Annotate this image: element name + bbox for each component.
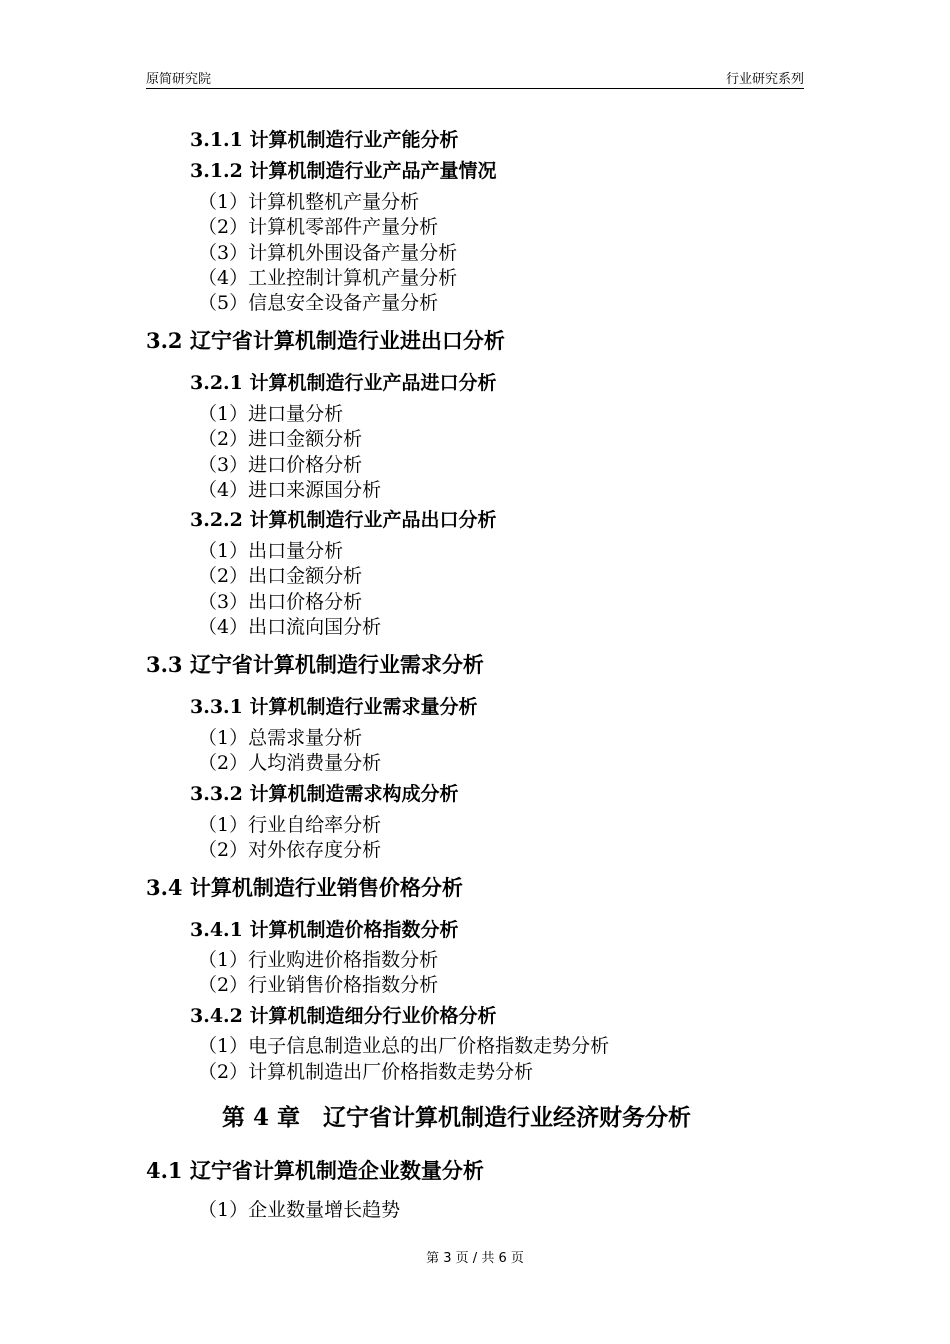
toc-subsection: 3.4.2 计算机制造细分行业价格分析 [190, 1005, 497, 1027]
toc-item: （2）进口金额分析 [198, 428, 363, 450]
toc-section: 3.2 辽宁省计算机制造行业进出口分析 [146, 328, 505, 353]
toc-item: （2）计算机制造出厂价格指数走势分析 [198, 1061, 534, 1083]
toc-subsection: 3.2.1 计算机制造行业产品进口分析 [190, 372, 497, 394]
toc-item: （5）信息安全设备产量分析 [198, 292, 439, 314]
toc-item: （2）人均消费量分析 [198, 752, 382, 774]
toc-item: （4）工业控制计算机产量分析 [198, 267, 458, 289]
toc-section: 3.3 辽宁省计算机制造行业需求分析 [146, 652, 484, 677]
toc-item: （2）出口金额分析 [198, 565, 363, 587]
toc-item: （1）行业购进价格指数分析 [198, 949, 439, 971]
toc-item: （3）进口价格分析 [198, 454, 363, 476]
header-publisher: 原简研究院 [146, 72, 212, 87]
toc-subsection: 3.3.1 计算机制造行业需求量分析 [190, 696, 478, 718]
toc-section: 4.1 辽宁省计算机制造企业数量分析 [146, 1158, 484, 1183]
toc-item: （1）行业自给率分析 [198, 814, 382, 836]
toc-item: （4）出口流向国分析 [198, 616, 382, 638]
toc-item: （1）计算机整机产量分析 [198, 191, 420, 213]
toc-section: 3.4 计算机制造行业销售价格分析 [146, 875, 463, 900]
toc-item: （1）进口量分析 [198, 403, 344, 425]
header-series: 行业研究系列 [725, 72, 804, 87]
page-number: 第 3 页 / 共 6 页 [426, 1251, 524, 1266]
toc-item: （1）企业数量增长趋势 [198, 1199, 401, 1221]
toc-item: （2）计算机零部件产量分析 [198, 216, 439, 238]
toc-item: （1）总需求量分析 [198, 727, 363, 749]
toc-item: （1）出口量分析 [198, 540, 344, 562]
toc-item: （2）行业销售价格指数分析 [198, 974, 439, 996]
toc-item: （3）计算机外围设备产量分析 [198, 242, 458, 264]
toc-item: （1）电子信息制造业总的出厂价格指数走势分析 [198, 1035, 610, 1057]
toc-subsection: 3.2.2 计算机制造行业产品出口分析 [190, 509, 497, 531]
toc-subsection: 3.4.1 计算机制造价格指数分析 [190, 919, 459, 941]
toc-subsection: 3.1.2 计算机制造行业产品产量情况 [190, 160, 497, 182]
toc-subsection: 3.3.2 计算机制造需求构成分析 [190, 783, 459, 805]
toc-item: （4）进口来源国分析 [198, 479, 382, 501]
toc-subsection: 3.1.1 计算机制造行业产能分析 [190, 129, 459, 151]
toc-item: （2）对外依存度分析 [198, 839, 382, 861]
toc-item: （3）出口价格分析 [198, 591, 363, 613]
toc-chapter: 第 4 章 辽宁省计算机制造行业经济财务分析 [222, 1104, 692, 1131]
